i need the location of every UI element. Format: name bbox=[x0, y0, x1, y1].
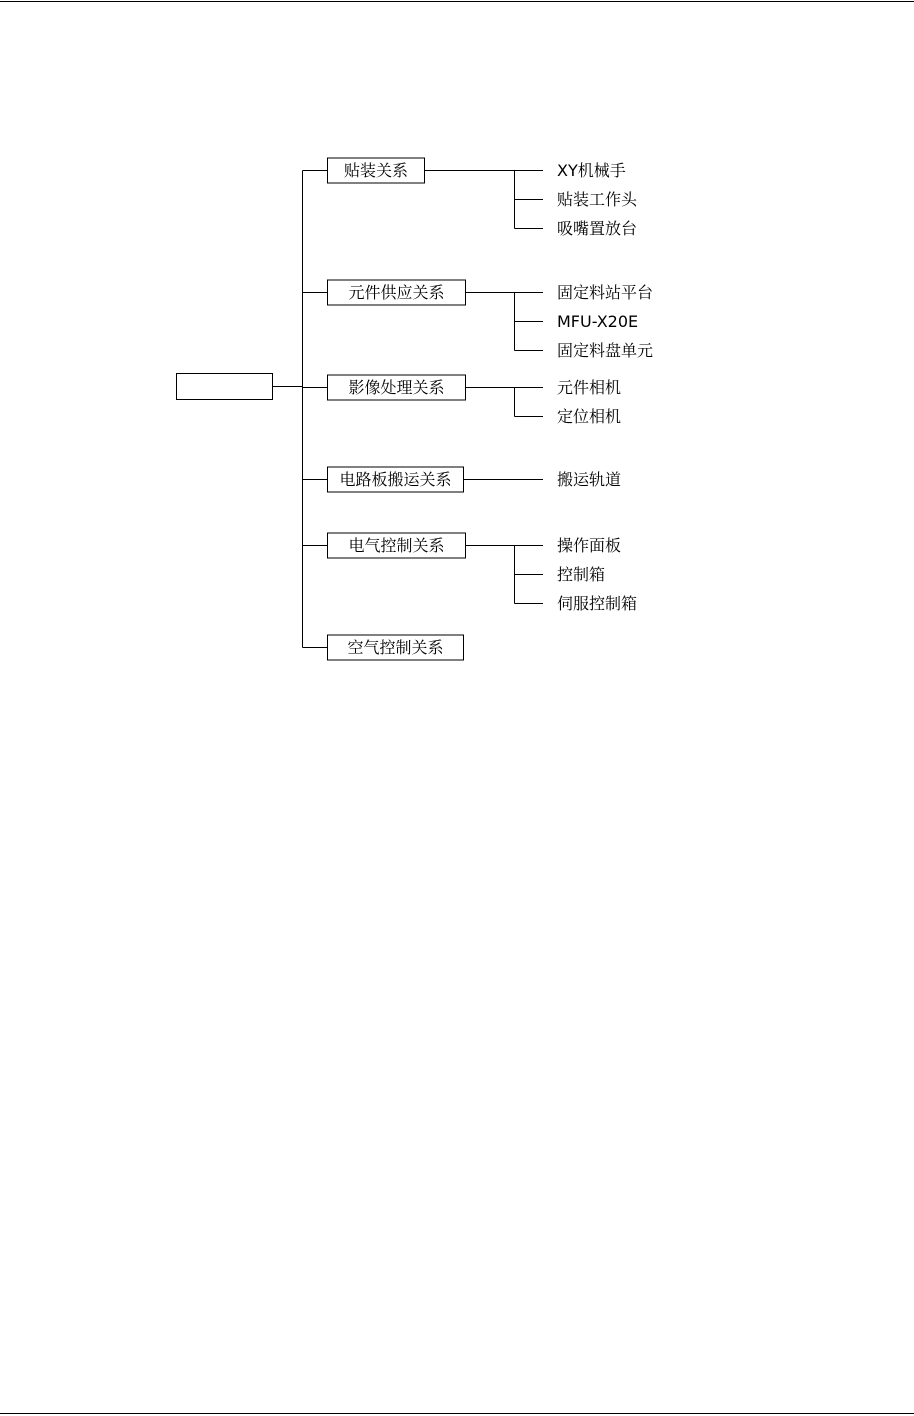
child-label: 元件相机 bbox=[557, 378, 622, 397]
category-label: 贴装关系 bbox=[343, 161, 409, 180]
child-label: 固定料盘单元 bbox=[557, 341, 654, 360]
child-label: 固定料站平台 bbox=[557, 283, 654, 302]
child-label: 伺服控制箱 bbox=[557, 594, 638, 613]
child-label: 操作面板 bbox=[557, 536, 622, 555]
category-label: 电路板搬运关系 bbox=[339, 470, 452, 489]
category-label: 元件供应关系 bbox=[348, 283, 445, 302]
child-label: 控制箱 bbox=[557, 565, 606, 584]
child-label: MFU-X20E bbox=[557, 312, 639, 331]
child-label: 定位相机 bbox=[557, 407, 622, 426]
child-label: 搬运轨道 bbox=[557, 470, 622, 489]
category-label: 电气控制关系 bbox=[348, 536, 445, 555]
child-label: XY机械手 bbox=[557, 161, 626, 180]
category-label: 空气控制关系 bbox=[347, 638, 444, 657]
child-label: 吸嘴置放台 bbox=[557, 219, 638, 238]
category-label: 影像处理关系 bbox=[348, 378, 445, 397]
root-box bbox=[177, 374, 273, 400]
child-label: 贴装工作头 bbox=[557, 190, 638, 209]
